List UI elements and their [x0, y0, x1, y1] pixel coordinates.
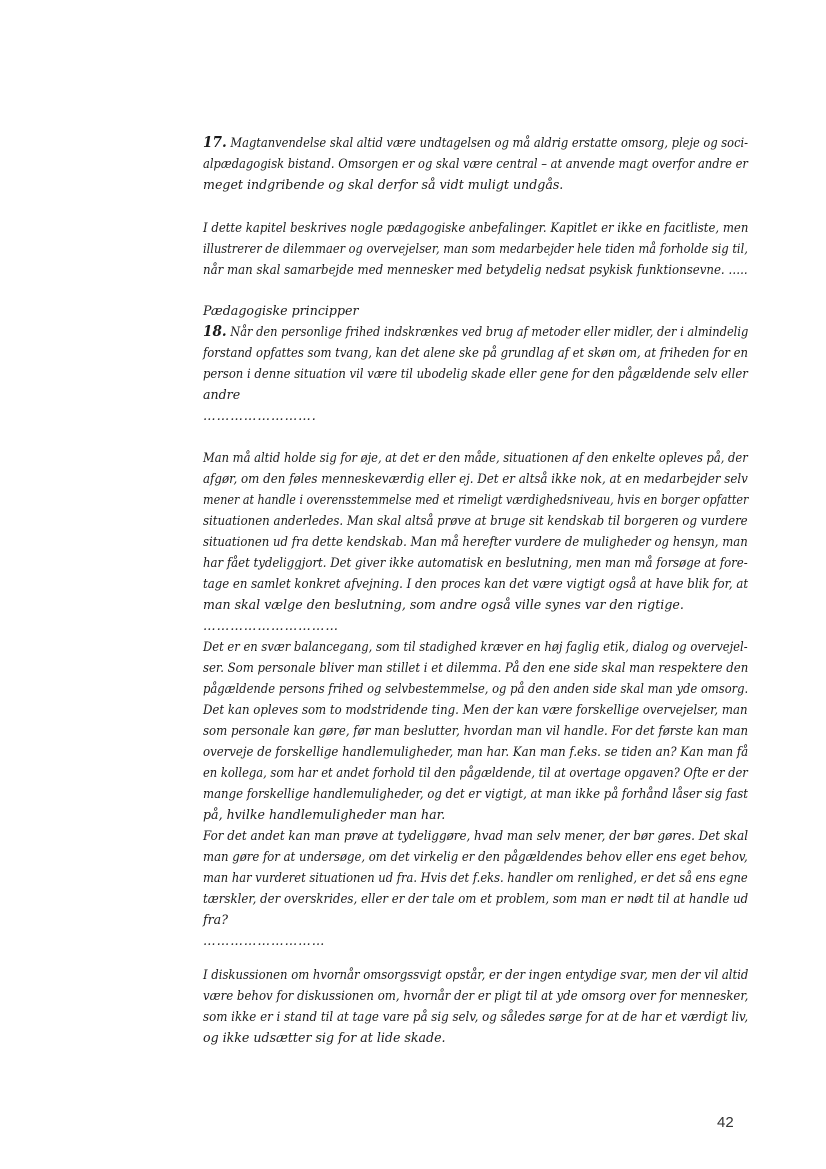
intro-line-3: når man skal samarbejde med mennesker med betydelig nedsat psykisk funktionsevne. …..	[203, 262, 748, 277]
text-line: en kollega, som har et andet forhold til den pågældende, til at overtage opgaven? Ofte er der	[203, 765, 748, 780]
text-line: Det er en svær balancegang, som til stadighed kræver en høj faglig etik, dialog og overvejel-	[203, 639, 748, 654]
text-line: afgør, om den føles menneskeværdig eller ej. Det er altså ikke nok, at en medarbejder selv	[203, 471, 748, 486]
paragraph-18-line-3: person i denne situation vil være til ubodelig skade eller gene for den pågældende selv eller	[203, 366, 748, 381]
paragraph-17-line-2: alpædagogisk bistand. Omsorgen er og skal være central – at anvende magt overfor andre er	[203, 156, 748, 171]
text-line: man gøre for at undersøge, om det virkelig er den pågældendes behov eller ens eget behov,	[203, 849, 748, 864]
text-line: overveje de forskellige handlemuligheder, man har. Kan man f.eks. se tiden an? Kan man få	[203, 744, 749, 759]
text-line: Man må altid holde sig for øje, at det er den måde, situationen af den enkelte opleves på, der	[203, 450, 748, 465]
text-line: Det kan opleves som to modstridende ting. Men der kan være forskellige overvejelser, man	[203, 702, 748, 717]
paragraph-number: 17.	[203, 133, 227, 151]
text-line: har fået tydeliggjort. Det giver ikke automatisk en beslutning, men man må forsøge at fore-	[203, 555, 748, 570]
paragraph-17	[203, 132, 748, 195]
ellipsis-separator: …………………………	[203, 618, 339, 633]
paragraph-18-line-2: forstand opfattes som tvang, kan det alene ske på grundlag af et skøn om, at friheden for en	[203, 345, 749, 360]
text-line: tage en samlet konkret afvejning. I den proces kan det være vigtigt også at have blik for, at	[203, 576, 749, 591]
text-line: fra?	[203, 912, 228, 927]
ellipsis-separator: …………………….	[203, 408, 317, 423]
paragraph-18-line-1: 18. Når den personlige frihed indskrænkes ved brug af metoder eller midler, der i almindelig	[203, 322, 749, 340]
paragraph-17-line-1: 17. Magtanvendelse skal altid være undtagelsen og må aldrig erstatte omsorg, pleje og soci-	[203, 133, 749, 151]
text-line: være behov for diskussionen om, hvornår der er pligt til at yde omsorg over for mennesker,	[203, 988, 749, 1003]
text-line: som ikke er i stand til at tage vare på sig selv, og således sørge for at de har et værdigt liv,	[203, 1009, 749, 1024]
text-line: situationen anderledes. Man skal altså prøve at bruge sit kendskab til borgeren og vurdere	[203, 513, 748, 528]
text-line: pågældende persons frihed og selvbestemmelse, og på den anden side skal man yde omsorg.	[203, 681, 749, 696]
text-line: I diskussionen om hvornår omsorgssvigt opstår, er der ingen entydige svar, men der vil altid	[203, 967, 749, 982]
text-line: situationen ud fra dette kendskab. Man må herefter vurdere de muligheder og hensyn, man	[203, 534, 748, 549]
text-line: og ikke udsætter sig for at lide skade.	[203, 1030, 446, 1045]
paragraph-perspective	[203, 447, 748, 636]
intro-line-1: I dette kapitel beskrives nogle pædagogiske anbefalinger. Kapitlet er ikke en facitliste, men	[203, 220, 749, 235]
text-line: mange forskellige handlemuligheder, og det er vigtigt, at man ikke på forhånd låser sig fast	[203, 786, 748, 801]
paragraph-18-line-4: andre	[203, 387, 241, 402]
text-line: som personale kan gøre, før man beslutter, hvordan man vil handle. For det første kan man	[203, 723, 749, 738]
text-line: tærskler, der overskrides, eller er der tale om et problem, som man er nødt til at handle ud	[203, 891, 749, 906]
text-line: på, hvilke handlemuligheder man har.	[203, 807, 446, 822]
page-number: 42	[717, 1114, 734, 1131]
principles-section	[203, 300, 748, 426]
text-line: man skal vælge den beslutning, som andre også ville synes var den rigtige.	[203, 597, 684, 612]
text-line: For det andet kan man prøve at tydeliggøre, hvad man selv mener, der bør gøres. Det skal	[203, 828, 749, 843]
text-line: mener at handle i overensstemmelse med et rimeligt værdighedsniveau, hvis en borger opfatter	[203, 492, 749, 507]
text-line: ser. Som personale bliver man stillet i et dilemma. På den ene side skal man respektere den	[203, 660, 749, 675]
paragraph-balance	[203, 636, 748, 951]
paragraph-number: 18.	[203, 322, 227, 340]
ellipsis-separator: ………………………	[203, 933, 326, 948]
intro-line-2: illustrerer de dilemmaer og overvejelser, man som medarbejder hele tiden må forholde sig til,	[203, 241, 748, 256]
paragraph-discussion	[203, 964, 748, 1048]
paragraph-17-line-3: meget indgribende og skal derfor så vidt muligt undgås.	[203, 177, 564, 192]
chapter-intro	[203, 217, 748, 280]
text-line: man har vurderet situationen ud fra. Hvis det f.eks. handler om renlighed, er det så ens egne	[203, 870, 748, 885]
section-heading: Pædagogiske principper	[203, 303, 359, 318]
